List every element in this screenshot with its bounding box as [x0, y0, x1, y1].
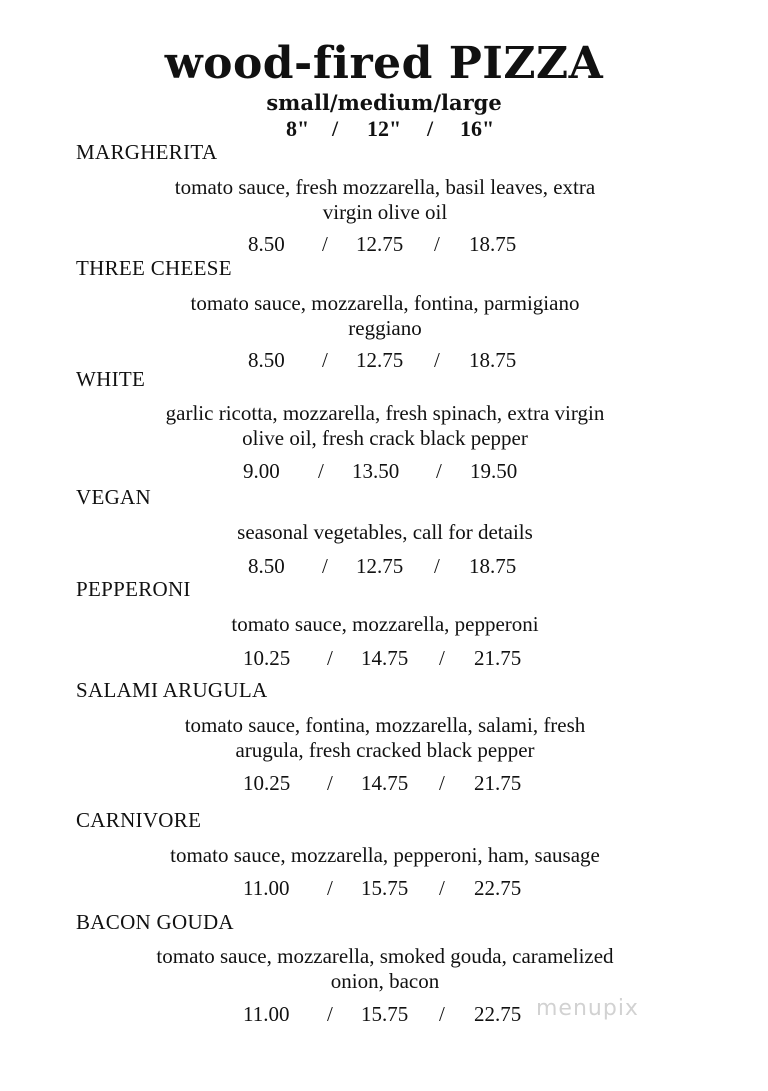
pizza-description: tomato sauce, mozzarella, smoked gouda, caramelized onion, bacon [156, 944, 614, 993]
pizza-description: tomato sauce, fontina, mozzarella, salami, fresh arugula, fresh cracked black pepper [184, 713, 586, 762]
pizza-description: tomato sauce, mozzarella, pepperoni [231, 612, 539, 636]
price-separator: / [318, 459, 324, 483]
size-names: small/medium/large [266, 90, 502, 115]
price-separator: / [327, 771, 333, 795]
size-separator: / [427, 116, 434, 141]
price-separator: / [327, 1002, 333, 1026]
price-medium: 12.75 [356, 232, 404, 256]
price-large: 18.75 [469, 554, 517, 578]
menupix-watermark: menupix [536, 996, 639, 1021]
price-small: 8.50 [248, 554, 285, 578]
pizza-description: garlic ricotta, mozzarella, fresh spinach, extra virgin olive oil, fresh crack black pepper [165, 401, 605, 450]
pizza-name: VEGAN [76, 485, 151, 509]
pizza-name: PEPPERONI [76, 577, 191, 601]
price-small: 11.00 [243, 876, 290, 900]
price-medium: 14.75 [361, 771, 409, 795]
price-large: 22.75 [474, 1002, 522, 1026]
price-separator: / [434, 554, 440, 578]
size-large: 16" [460, 116, 495, 141]
price-medium: 12.75 [356, 348, 404, 372]
price-small: 10.25 [243, 646, 291, 670]
price-medium: 13.50 [352, 459, 400, 483]
price-separator: / [327, 646, 333, 670]
price-separator: / [434, 232, 440, 256]
price-small: 11.00 [243, 1002, 290, 1026]
pizza-description: seasonal vegetables, call for details [237, 520, 533, 544]
price-separator: / [322, 554, 328, 578]
price-separator: / [439, 646, 445, 670]
pizza-description: tomato sauce, mozzarella, pepperoni, ham, sausage [170, 843, 600, 867]
price-small: 9.00 [243, 459, 280, 483]
price-separator: / [439, 771, 445, 795]
price-large: 21.75 [474, 646, 522, 670]
pizza-name: CARNIVORE [76, 808, 202, 832]
price-large: 18.75 [469, 348, 517, 372]
pizza-name: THREE CHEESE [76, 256, 232, 280]
price-separator: / [322, 232, 328, 256]
size-small: 8" [286, 116, 310, 141]
price-separator: / [436, 459, 442, 483]
pizza-description: tomato sauce, fresh mozzarella, basil leaves, extra virgin olive oil [174, 175, 596, 224]
price-medium: 14.75 [361, 646, 409, 670]
pizza-description: tomato sauce, mozzarella, fontina, parmigiano reggiano [190, 291, 580, 340]
price-small: 8.50 [248, 232, 285, 256]
price-separator: / [322, 348, 328, 372]
price-small: 10.25 [243, 771, 291, 795]
price-separator: / [439, 876, 445, 900]
menu-title: wood-fired PIZZA [164, 38, 604, 89]
size-separator: / [332, 116, 339, 141]
pizza-name: MARGHERITA [76, 140, 218, 164]
price-small: 8.50 [248, 348, 285, 372]
price-medium: 12.75 [356, 554, 404, 578]
price-separator: / [439, 1002, 445, 1026]
price-large: 21.75 [474, 771, 522, 795]
price-medium: 15.75 [361, 876, 409, 900]
price-large: 18.75 [469, 232, 517, 256]
price-separator: / [434, 348, 440, 372]
size-medium: 12" [367, 116, 402, 141]
pizza-name: WHITE [76, 367, 146, 391]
pizza-name: SALAMI ARUGULA [76, 678, 268, 702]
price-medium: 15.75 [361, 1002, 409, 1026]
pizza-name: BACON GOUDA [76, 910, 234, 934]
price-separator: / [327, 876, 333, 900]
price-large: 19.50 [470, 459, 518, 483]
price-large: 22.75 [474, 876, 522, 900]
